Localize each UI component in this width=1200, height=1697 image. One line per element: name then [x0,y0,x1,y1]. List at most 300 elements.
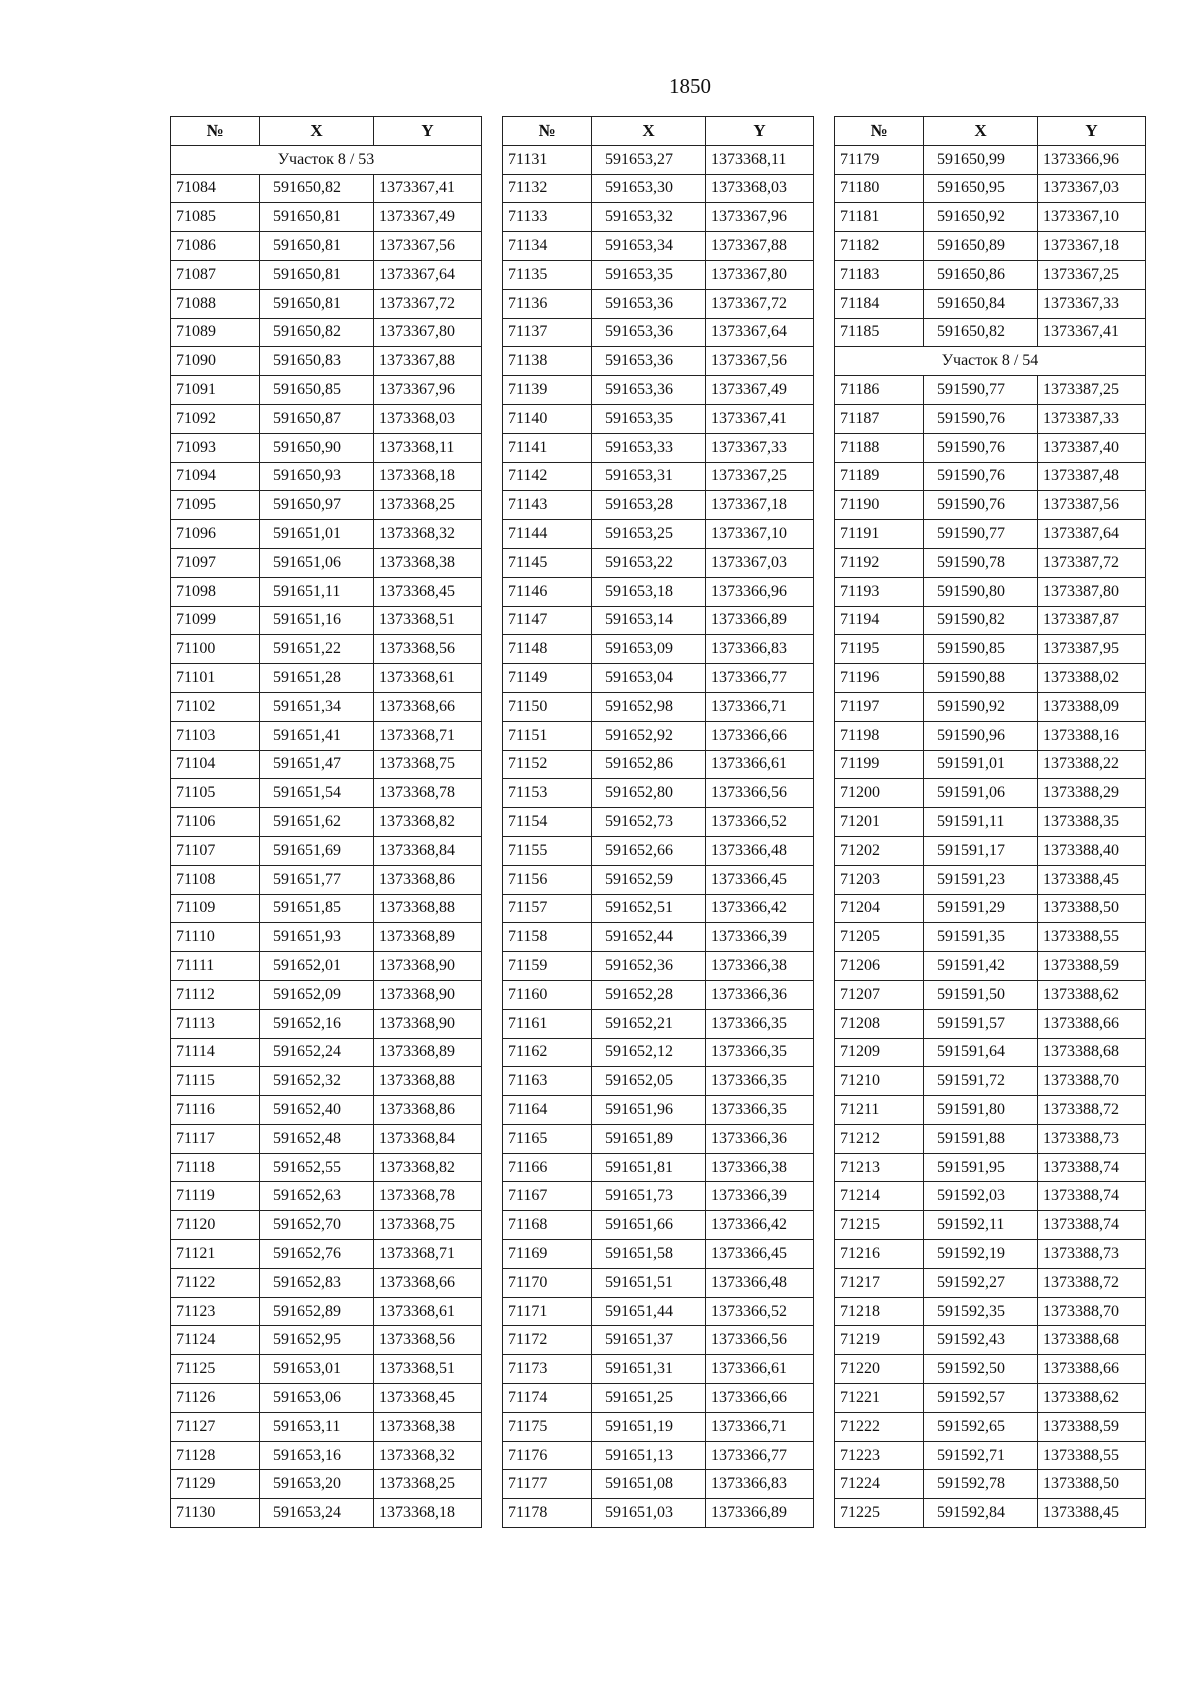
y-coordinate-cell: 1373366,52 [706,1297,814,1326]
point-number-cell: 71088 [171,289,260,318]
point-number-cell: 71085 [171,203,260,232]
x-coordinate-cell: 591653,24 [260,1499,374,1528]
y-coordinate-cell: 1373367,56 [706,347,814,376]
table-row [835,808,1146,837]
y-coordinate-cell: 1373368,56 [374,1326,482,1355]
y-coordinate-cell: 1373387,87 [1038,606,1146,635]
x-coordinate-cell: 591651,16 [260,606,374,635]
table-row [503,203,814,232]
y-coordinate-cell: 1373368,03 [706,174,814,203]
table-row [503,923,814,952]
table-row [835,318,1146,347]
y-coordinate-cell: 1373388,73 [1038,1240,1146,1269]
table-row [835,462,1146,491]
table-row [171,1038,482,1067]
y-coordinate-cell: 1373366,45 [706,1240,814,1269]
table-row [835,923,1146,952]
y-coordinate-cell: 1373366,42 [706,1211,814,1240]
table-row [171,289,482,318]
table-row [171,721,482,750]
table-row [503,750,814,779]
coordinates-table-1 [170,116,482,1528]
point-number-cell: 71209 [835,1038,924,1067]
x-coordinate-cell: 591651,58 [592,1240,706,1269]
x-coordinate-cell: 591651,85 [260,894,374,923]
y-coordinate-cell: 1373388,70 [1038,1297,1146,1326]
y-coordinate-cell: 1373366,35 [706,1038,814,1067]
y-coordinate-cell: 1373388,66 [1038,1355,1146,1384]
point-number-cell: 71163 [503,1067,592,1096]
point-number-cell: 71107 [171,836,260,865]
table-row [171,1268,482,1297]
y-coordinate-cell: 1373367,64 [374,260,482,289]
point-number-cell: 71187 [835,404,924,433]
x-coordinate-cell: 591591,50 [924,980,1038,1009]
y-coordinate-cell: 1373368,51 [374,1355,482,1384]
point-number-cell: 71094 [171,462,260,491]
table-row [835,1038,1146,1067]
y-coordinate-cell: 1373366,48 [706,1268,814,1297]
table-row [171,606,482,635]
x-coordinate-cell: 591591,23 [924,865,1038,894]
y-coordinate-cell: 1373368,32 [374,520,482,549]
point-number-cell: 71114 [171,1038,260,1067]
table-row [171,923,482,952]
x-coordinate-cell: 591653,36 [592,289,706,318]
point-number-cell: 71148 [503,635,592,664]
y-coordinate-cell: 1373388,68 [1038,1326,1146,1355]
x-coordinate-cell: 591652,44 [592,923,706,952]
point-number-cell: 71165 [503,1124,592,1153]
section-title: Участок 8 / 53 [171,145,482,174]
x-coordinate-cell: 591590,77 [924,520,1038,549]
table-row [835,1355,1146,1384]
y-coordinate-cell: 1373366,35 [706,1009,814,1038]
point-number-cell: 71157 [503,894,592,923]
y-coordinate-cell: 1373367,56 [374,232,482,261]
table-row [835,1268,1146,1297]
table-row [171,635,482,664]
point-number-cell: 71172 [503,1326,592,1355]
x-coordinate-cell: 591591,17 [924,836,1038,865]
point-number-cell: 71135 [503,260,592,289]
y-coordinate-cell: 1373387,72 [1038,548,1146,577]
y-coordinate-cell: 1373368,82 [374,808,482,837]
column-header-x: X [924,117,1038,146]
point-number-cell: 71159 [503,952,592,981]
x-coordinate-cell: 591653,30 [592,174,706,203]
x-coordinate-cell: 591652,01 [260,952,374,981]
x-coordinate-cell: 591591,29 [924,894,1038,923]
x-coordinate-cell: 591592,19 [924,1240,1038,1269]
x-coordinate-cell: 591652,55 [260,1153,374,1182]
y-coordinate-cell: 1373366,56 [706,1326,814,1355]
table-row [835,779,1146,808]
y-coordinate-cell: 1373388,16 [1038,721,1146,750]
point-number-cell: 71111 [171,952,260,981]
table-row [171,203,482,232]
x-coordinate-cell: 591651,03 [592,1499,706,1528]
y-coordinate-cell: 1373367,25 [706,462,814,491]
point-number-cell: 71116 [171,1096,260,1125]
table-row [835,577,1146,606]
table-row [503,865,814,894]
x-coordinate-cell: 591591,95 [924,1153,1038,1182]
x-coordinate-cell: 591653,35 [592,260,706,289]
y-coordinate-cell: 1373366,56 [706,779,814,808]
y-coordinate-cell: 1373367,80 [374,318,482,347]
y-coordinate-cell: 1373366,96 [706,577,814,606]
point-number-cell: 71192 [835,548,924,577]
table-row [171,232,482,261]
point-number-cell: 71224 [835,1470,924,1499]
point-number-cell: 71183 [835,260,924,289]
table-row [503,548,814,577]
table-row [835,1499,1146,1528]
x-coordinate-cell: 591651,93 [260,923,374,952]
table-row [171,1124,482,1153]
x-coordinate-cell: 591651,06 [260,548,374,577]
table-row [835,1240,1146,1269]
y-coordinate-cell: 1373368,84 [374,1124,482,1153]
table-row [835,1009,1146,1038]
y-coordinate-cell: 1373367,33 [1038,289,1146,318]
y-coordinate-cell: 1373366,89 [706,1499,814,1528]
table-row [503,664,814,693]
y-coordinate-cell: 1373388,02 [1038,664,1146,693]
x-coordinate-cell: 591592,03 [924,1182,1038,1211]
point-number-cell: 71147 [503,606,592,635]
y-coordinate-cell: 1373368,66 [374,692,482,721]
y-coordinate-cell: 1373367,03 [1038,174,1146,203]
table-row [835,1096,1146,1125]
table-row [171,836,482,865]
table-row [171,174,482,203]
y-coordinate-cell: 1373367,72 [706,289,814,318]
table-row [835,1297,1146,1326]
point-number-cell: 71188 [835,433,924,462]
table-row [171,1153,482,1182]
x-coordinate-cell: 591653,32 [592,203,706,232]
y-coordinate-cell: 1373388,72 [1038,1096,1146,1125]
x-coordinate-cell: 591650,81 [260,203,374,232]
x-coordinate-cell: 591591,80 [924,1096,1038,1125]
table-row [835,721,1146,750]
x-coordinate-cell: 591591,88 [924,1124,1038,1153]
y-coordinate-cell: 1373366,71 [706,1412,814,1441]
point-number-cell: 71151 [503,721,592,750]
x-coordinate-cell: 591652,66 [592,836,706,865]
x-coordinate-cell: 591651,81 [592,1153,706,1182]
point-number-cell: 71109 [171,894,260,923]
table-row [171,1009,482,1038]
x-coordinate-cell: 591650,84 [924,289,1038,318]
table-row [503,376,814,405]
table-row [835,1124,1146,1153]
point-number-cell: 71182 [835,232,924,261]
x-coordinate-cell: 591651,01 [260,520,374,549]
point-number-cell: 71205 [835,923,924,952]
point-number-cell: 71223 [835,1441,924,1470]
point-number-cell: 71129 [171,1470,260,1499]
table-row [835,1441,1146,1470]
x-coordinate-cell: 591592,11 [924,1211,1038,1240]
point-number-cell: 71180 [835,174,924,203]
table-row [835,1211,1146,1240]
point-number-cell: 71222 [835,1412,924,1441]
point-number-cell: 71123 [171,1297,260,1326]
point-number-cell: 71162 [503,1038,592,1067]
table-row [835,1182,1146,1211]
x-coordinate-cell: 591653,11 [260,1412,374,1441]
table-row [171,750,482,779]
point-number-cell: 71160 [503,980,592,1009]
coordinates-table-2 [502,116,814,1528]
point-number-cell: 71177 [503,1470,592,1499]
table-row [835,692,1146,721]
table-row [171,1326,482,1355]
x-coordinate-cell: 591651,08 [592,1470,706,1499]
y-coordinate-cell: 1373388,40 [1038,836,1146,865]
y-coordinate-cell: 1373368,90 [374,952,482,981]
column-header-x: X [260,117,374,146]
point-number-cell: 71208 [835,1009,924,1038]
point-number-cell: 71136 [503,289,592,318]
point-number-cell: 71168 [503,1211,592,1240]
y-coordinate-cell: 1373388,66 [1038,1009,1146,1038]
y-coordinate-cell: 1373367,41 [374,174,482,203]
x-coordinate-cell: 591651,69 [260,836,374,865]
y-coordinate-cell: 1373367,18 [1038,232,1146,261]
x-coordinate-cell: 591653,28 [592,491,706,520]
table-row [503,433,814,462]
x-coordinate-cell: 591651,25 [592,1384,706,1413]
table-row [171,1441,482,1470]
x-coordinate-cell: 591590,78 [924,548,1038,577]
y-coordinate-cell: 1373387,95 [1038,635,1146,664]
y-coordinate-cell: 1373368,61 [374,664,482,693]
y-coordinate-cell: 1373387,64 [1038,520,1146,549]
table-row [835,750,1146,779]
table-row [835,952,1146,981]
y-coordinate-cell: 1373368,82 [374,1153,482,1182]
y-coordinate-cell: 1373387,48 [1038,462,1146,491]
y-coordinate-cell: 1373388,50 [1038,894,1146,923]
x-coordinate-cell: 591653,06 [260,1384,374,1413]
x-coordinate-cell: 591650,90 [260,433,374,462]
x-coordinate-cell: 591590,76 [924,491,1038,520]
section-title: Участок 8 / 54 [835,347,1146,376]
x-coordinate-cell: 591650,83 [260,347,374,376]
x-coordinate-cell: 591653,20 [260,1470,374,1499]
point-number-cell: 71104 [171,750,260,779]
y-coordinate-cell: 1373366,35 [706,1096,814,1125]
table-row [835,433,1146,462]
table-header-row [503,117,814,146]
x-coordinate-cell: 591652,05 [592,1067,706,1096]
point-number-cell: 71193 [835,577,924,606]
x-coordinate-cell: 591652,95 [260,1326,374,1355]
point-number-cell: 71198 [835,721,924,750]
table-row [171,1355,482,1384]
table-row [835,1067,1146,1096]
y-coordinate-cell: 1373368,38 [374,548,482,577]
y-coordinate-cell: 1373367,96 [374,376,482,405]
x-coordinate-cell: 591590,82 [924,606,1038,635]
point-number-cell: 71127 [171,1412,260,1441]
x-coordinate-cell: 591651,41 [260,721,374,750]
point-number-cell: 71099 [171,606,260,635]
y-coordinate-cell: 1373368,84 [374,836,482,865]
y-coordinate-cell: 1373366,83 [706,1470,814,1499]
point-number-cell: 71137 [503,318,592,347]
x-coordinate-cell: 591650,92 [924,203,1038,232]
x-coordinate-cell: 591650,97 [260,491,374,520]
table-row [503,1182,814,1211]
point-number-cell: 71210 [835,1067,924,1096]
point-number-cell: 71204 [835,894,924,923]
y-coordinate-cell: 1373366,66 [706,1384,814,1413]
point-number-cell: 71178 [503,1499,592,1528]
column-header-number: № [835,117,924,146]
point-number-cell: 71164 [503,1096,592,1125]
y-coordinate-cell: 1373366,38 [706,1153,814,1182]
table-row [171,980,482,1009]
table-row [835,606,1146,635]
y-coordinate-cell: 1373368,88 [374,894,482,923]
x-coordinate-cell: 591590,92 [924,692,1038,721]
x-coordinate-cell: 591650,93 [260,462,374,491]
y-coordinate-cell: 1373387,40 [1038,433,1146,462]
x-coordinate-cell: 591650,82 [260,174,374,203]
x-coordinate-cell: 591653,31 [592,462,706,491]
table-row [503,347,814,376]
point-number-cell: 71132 [503,174,592,203]
y-coordinate-cell: 1373368,89 [374,1038,482,1067]
x-coordinate-cell: 591592,43 [924,1326,1038,1355]
table-row [171,1240,482,1269]
point-number-cell: 71124 [171,1326,260,1355]
table-row [503,1067,814,1096]
x-coordinate-cell: 591652,70 [260,1211,374,1240]
x-coordinate-cell: 591651,66 [592,1211,706,1240]
table-row [171,347,482,376]
x-coordinate-cell: 591590,76 [924,404,1038,433]
point-number-cell: 71174 [503,1384,592,1413]
y-coordinate-cell: 1373387,80 [1038,577,1146,606]
x-coordinate-cell: 591652,28 [592,980,706,1009]
table-row [503,1384,814,1413]
point-number-cell: 71194 [835,606,924,635]
point-number-cell: 71121 [171,1240,260,1269]
table-row [503,1240,814,1269]
y-coordinate-cell: 1373366,66 [706,721,814,750]
x-coordinate-cell: 591653,35 [592,404,706,433]
point-number-cell: 71142 [503,462,592,491]
y-coordinate-cell: 1373368,88 [374,1067,482,1096]
table-row [503,1038,814,1067]
table-row [171,1297,482,1326]
x-coordinate-cell: 591591,11 [924,808,1038,837]
point-number-cell: 71087 [171,260,260,289]
y-coordinate-cell: 1373367,88 [706,232,814,261]
point-number-cell: 71113 [171,1009,260,1038]
table-row [171,894,482,923]
point-number-cell: 71176 [503,1441,592,1470]
x-coordinate-cell: 591653,01 [260,1355,374,1384]
y-coordinate-cell: 1373367,49 [374,203,482,232]
x-coordinate-cell: 591652,83 [260,1268,374,1297]
point-number-cell: 71171 [503,1297,592,1326]
y-coordinate-cell: 1373368,75 [374,750,482,779]
table-row [835,664,1146,693]
coordinates-table-3 [834,116,1146,1528]
point-number-cell: 71101 [171,664,260,693]
y-coordinate-cell: 1373366,96 [1038,145,1146,174]
point-number-cell: 71161 [503,1009,592,1038]
table-row [835,1470,1146,1499]
y-coordinate-cell: 1373368,25 [374,1470,482,1499]
point-number-cell: 71118 [171,1153,260,1182]
y-coordinate-cell: 1373366,42 [706,894,814,923]
point-number-cell: 71133 [503,203,592,232]
point-number-cell: 71141 [503,433,592,462]
y-coordinate-cell: 1373368,89 [374,923,482,952]
table-row [503,174,814,203]
x-coordinate-cell: 591653,22 [592,548,706,577]
point-number-cell: 71140 [503,404,592,433]
x-coordinate-cell: 591652,73 [592,808,706,837]
y-coordinate-cell: 1373368,45 [374,577,482,606]
x-coordinate-cell: 591591,35 [924,923,1038,952]
y-coordinate-cell: 1373368,78 [374,779,482,808]
table-row [171,433,482,462]
x-coordinate-cell: 591590,88 [924,664,1038,693]
point-number-cell: 71152 [503,750,592,779]
point-number-cell: 71095 [171,491,260,520]
y-coordinate-cell: 1373368,51 [374,606,482,635]
x-coordinate-cell: 591591,64 [924,1038,1038,1067]
table-row [503,1499,814,1528]
y-coordinate-cell: 1373388,73 [1038,1124,1146,1153]
point-number-cell: 71144 [503,520,592,549]
x-coordinate-cell: 591650,95 [924,174,1038,203]
point-number-cell: 71199 [835,750,924,779]
point-number-cell: 71115 [171,1067,260,1096]
section-header-row [171,145,482,174]
point-number-cell: 71215 [835,1211,924,1240]
table-row [835,548,1146,577]
y-coordinate-cell: 1373367,64 [706,318,814,347]
table-row [835,980,1146,1009]
y-coordinate-cell: 1373368,11 [374,433,482,462]
x-coordinate-cell: 591652,98 [592,692,706,721]
x-coordinate-cell: 591652,59 [592,865,706,894]
point-number-cell: 71098 [171,577,260,606]
x-coordinate-cell: 591650,89 [924,232,1038,261]
table-row [503,1153,814,1182]
table-row [503,692,814,721]
y-coordinate-cell: 1373368,38 [374,1412,482,1441]
x-coordinate-cell: 591651,54 [260,779,374,808]
point-number-cell: 71207 [835,980,924,1009]
y-coordinate-cell: 1373367,49 [706,376,814,405]
y-coordinate-cell: 1373368,03 [374,404,482,433]
x-coordinate-cell: 591653,33 [592,433,706,462]
table-row [835,203,1146,232]
point-number-cell: 71084 [171,174,260,203]
x-coordinate-cell: 591651,34 [260,692,374,721]
